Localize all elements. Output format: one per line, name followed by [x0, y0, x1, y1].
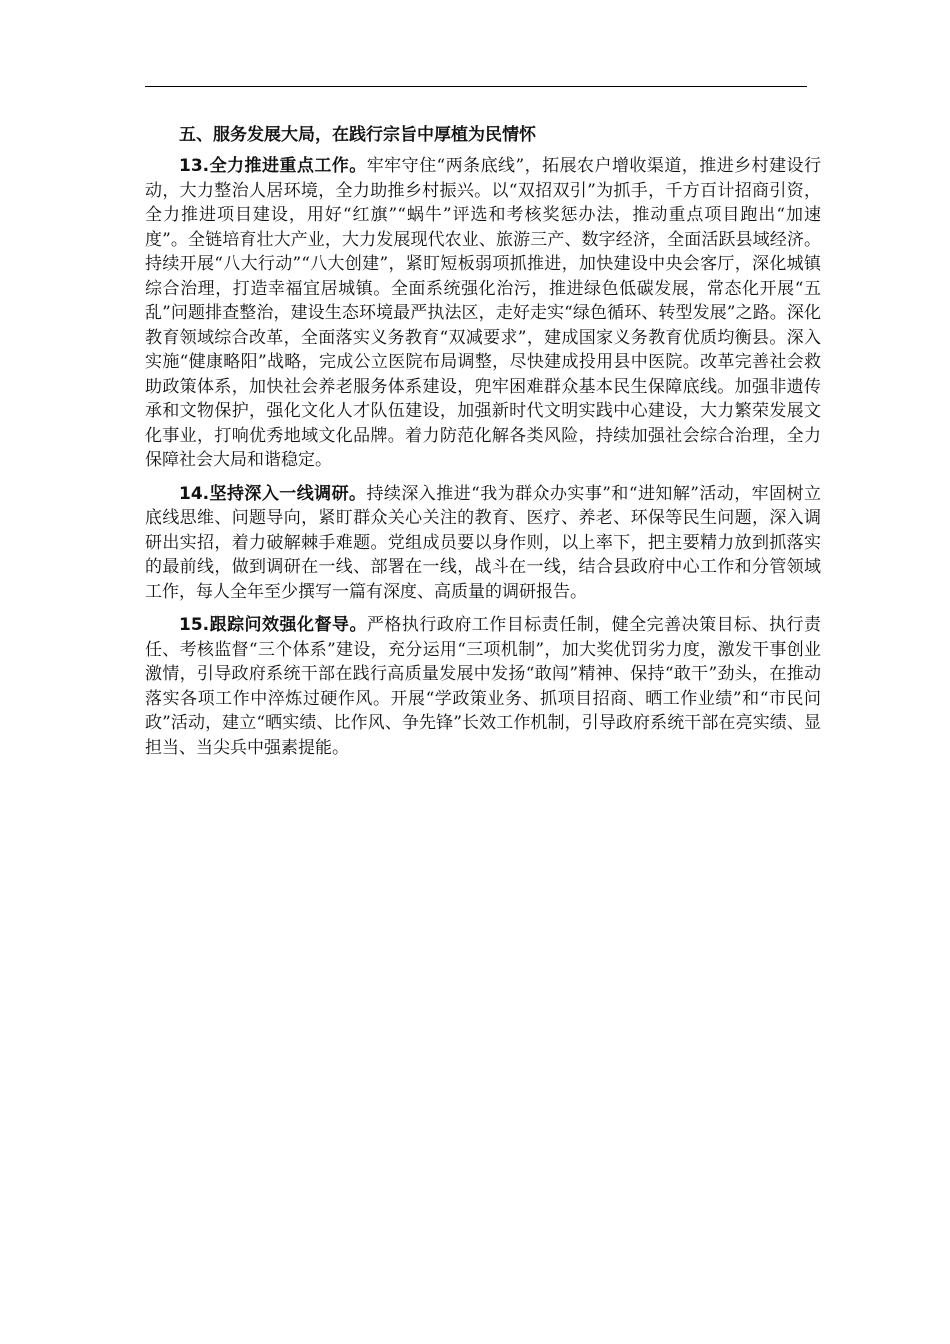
- paragraph-15-body: 严格执行政府工作目标责任制，健全完善决策目标、执行责任、考核监督“三个体系”建设，充分运用“三项机制”，加大奖优罚劣力度，激发干事创业激情，引导政府系统干部在践行高质量发展中发扬“敢闯”精神、保持“敢干”劲头，在推动落实各项工作中淬炼过硬作风。开展“学政策业务、抓项目招商、晒工作业绩”和“市民问政”活动，建立“晒实绩、比作风、争先锋”长效工作机制，引导政府系统干部在亮实绩、显担当、当尖兵中强素提能。: [145, 615, 821, 758]
- paragraph-13-body: 牢牢守住“两条底线”，拓展农户增收渠道，推进乡村建设行动，大力整治人居环境，全力助推乡村振兴。以“双招双引”为抓手，千方百计招商引资，全力推进项目建设，用好“红旗”“蜗牛”评选和考核奖惩办法，推动重点项目跑出“加速度”。全链培育壮大产业，大力发展现代农业、旅游三产、数字经济，全面活跃县域经济。持续开展“八大行动”“八大创建”，紧盯短板弱项抓推进，加快建设中央会客厅，深化城镇综合治理，打造幸福宜居城镇。全面系统强化治污，推进绿色低碳发展，常态化开展“五乱”问题排查整治，建设生态环境最严执法区，走好走实“绿色循环、转型发展”之路。深化教育领域综合改革，全面落实义务教育“双减要求”，建成国家义务教育优质均衡县。深入实施“健康略阳”战略，完成公立医院布局调整，尽快建成投用县中医院。改革完善社会救助政策体系，加快社会养老服务体系建设，兜牢困难群众基本民生保障底线。加强非遗传承和文物保护，强化文化人才队伍建设，加强新时代文明实践中心建设，大力繁荣发展文化事业，打响优秀地域文化品牌。着力防范化解各类风险，持续加强社会综合治理，全力保障社会大局和谐稳定。: [145, 156, 821, 470]
- paragraph-13-lead: 13.全力推进重点工作。: [179, 156, 367, 176]
- paragraph-14: [145, 482, 821, 605]
- section-heading: 五、服务发展大局，在践行宗旨中厚植为民情怀: [179, 125, 536, 145]
- paragraph-13: [145, 154, 821, 473]
- header-rule: [145, 86, 807, 87]
- paragraph-15: [145, 613, 821, 760]
- paragraph-14-body: 持续深入推进“我为群众办实事”和“进知解”活动，牢固树立底线思维、问题导向，紧盯群众关心关注的教育、医疗、养老、环保等民生问题，深入调研出实招，着力破解棘手难题。党组成员要以身作则，以上率下，把主要精力放到抓落实的最前线，做到调研在一线、部署在一线，战斗在一线，结合县政府中心工作和分管领域工作，每人全年至少撰写一篇有深度、高质量的调研报告。: [145, 483, 821, 602]
- document-body: [145, 122, 821, 769]
- paragraph-15-lead: 15.跟踪问效强化督导。: [179, 615, 367, 635]
- paragraph-14-lead: 14.坚持深入一线调研。: [179, 483, 367, 504]
